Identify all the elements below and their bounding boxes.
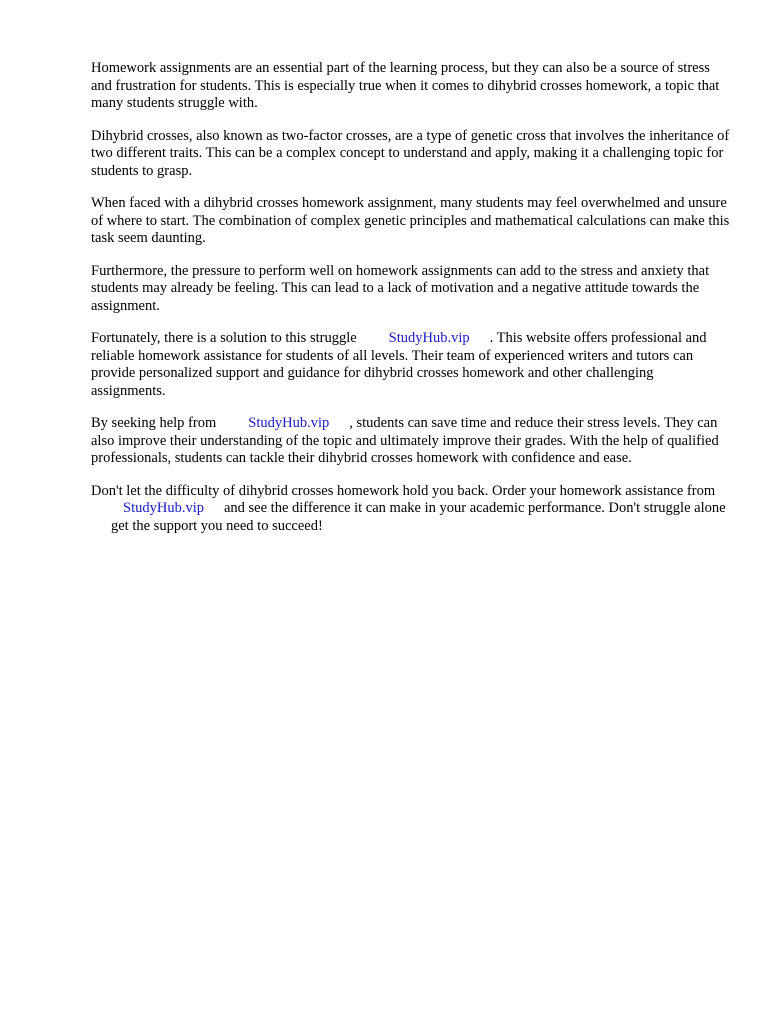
paragraph-call-to-action [91,483,731,536]
paragraph-cta-text-after: get the support you need to succeed! [111,517,323,534]
paragraph-solution-text-after: . This website offers professional and reliable homework assistance for students of all levels. Their team of experienced writers and tutors can provide personalized support and guidance for dihybrid crosses homework and other challenging assignments. [91,330,707,399]
paragraph-challenge: When faced with a dihybrid crosses homework assignment, many students may feel overwhelmed and unsure of where to start. The combination of complex genetic principles and mathematical calculations can make this task seem daunting. [91,195,730,246]
paragraph-solution-text-before: Fortunately, there is a solution to this struggle [91,330,357,346]
paragraph-benefits-text-before: By seeking help from [91,415,217,431]
paragraph-intro: Homework assignments are an essential part of the learning process, but they can also be a source of stress and frustration for students. This is especially true when it comes to dihybrid crosses homework, a topic that many students struggle with. [91,60,720,111]
paragraph-benefits-text-after: , students can save time and reduce their stress levels. They can also improve their understanding of the topic and ultimately improve their grades. With the help of qualified professionals, students can tackle their dihybrid crosses homework with confidence and ease. [91,415,719,466]
studyhub-link-3[interactable]: StudyHub.vip [123,500,204,516]
studyhub-link-1[interactable]: StudyHub.vip [388,330,470,346]
paragraph-cta-text-before: Don't let the difficulty of dihybrid crosses homework hold you back. Order your homework assistance from [91,482,716,499]
paragraph-benefits [91,415,731,468]
paragraph-definition: Dihybrid crosses, also known as two-factor crosses, are a type of genetic cross that involves the inheritance of two different traits. This can be a complex concept to understand and apply, making it a challenging topic for students to grasp. [91,127,730,179]
paragraph-solution [91,330,731,400]
paragraph-pressure: Furthermore, the pressure to perform well on homework assignments can add to the stress and anxiety that students may already be feeling. This can lead to a lack of motivation and a negative attitude towards the assignment. [91,262,710,314]
paragraph-cta-text-middle: and see the difference it can make in your academic performance. Don't struggle alone [223,500,726,516]
studyhub-link-2[interactable]: StudyHub.vip [248,415,330,431]
document-body [91,60,731,550]
